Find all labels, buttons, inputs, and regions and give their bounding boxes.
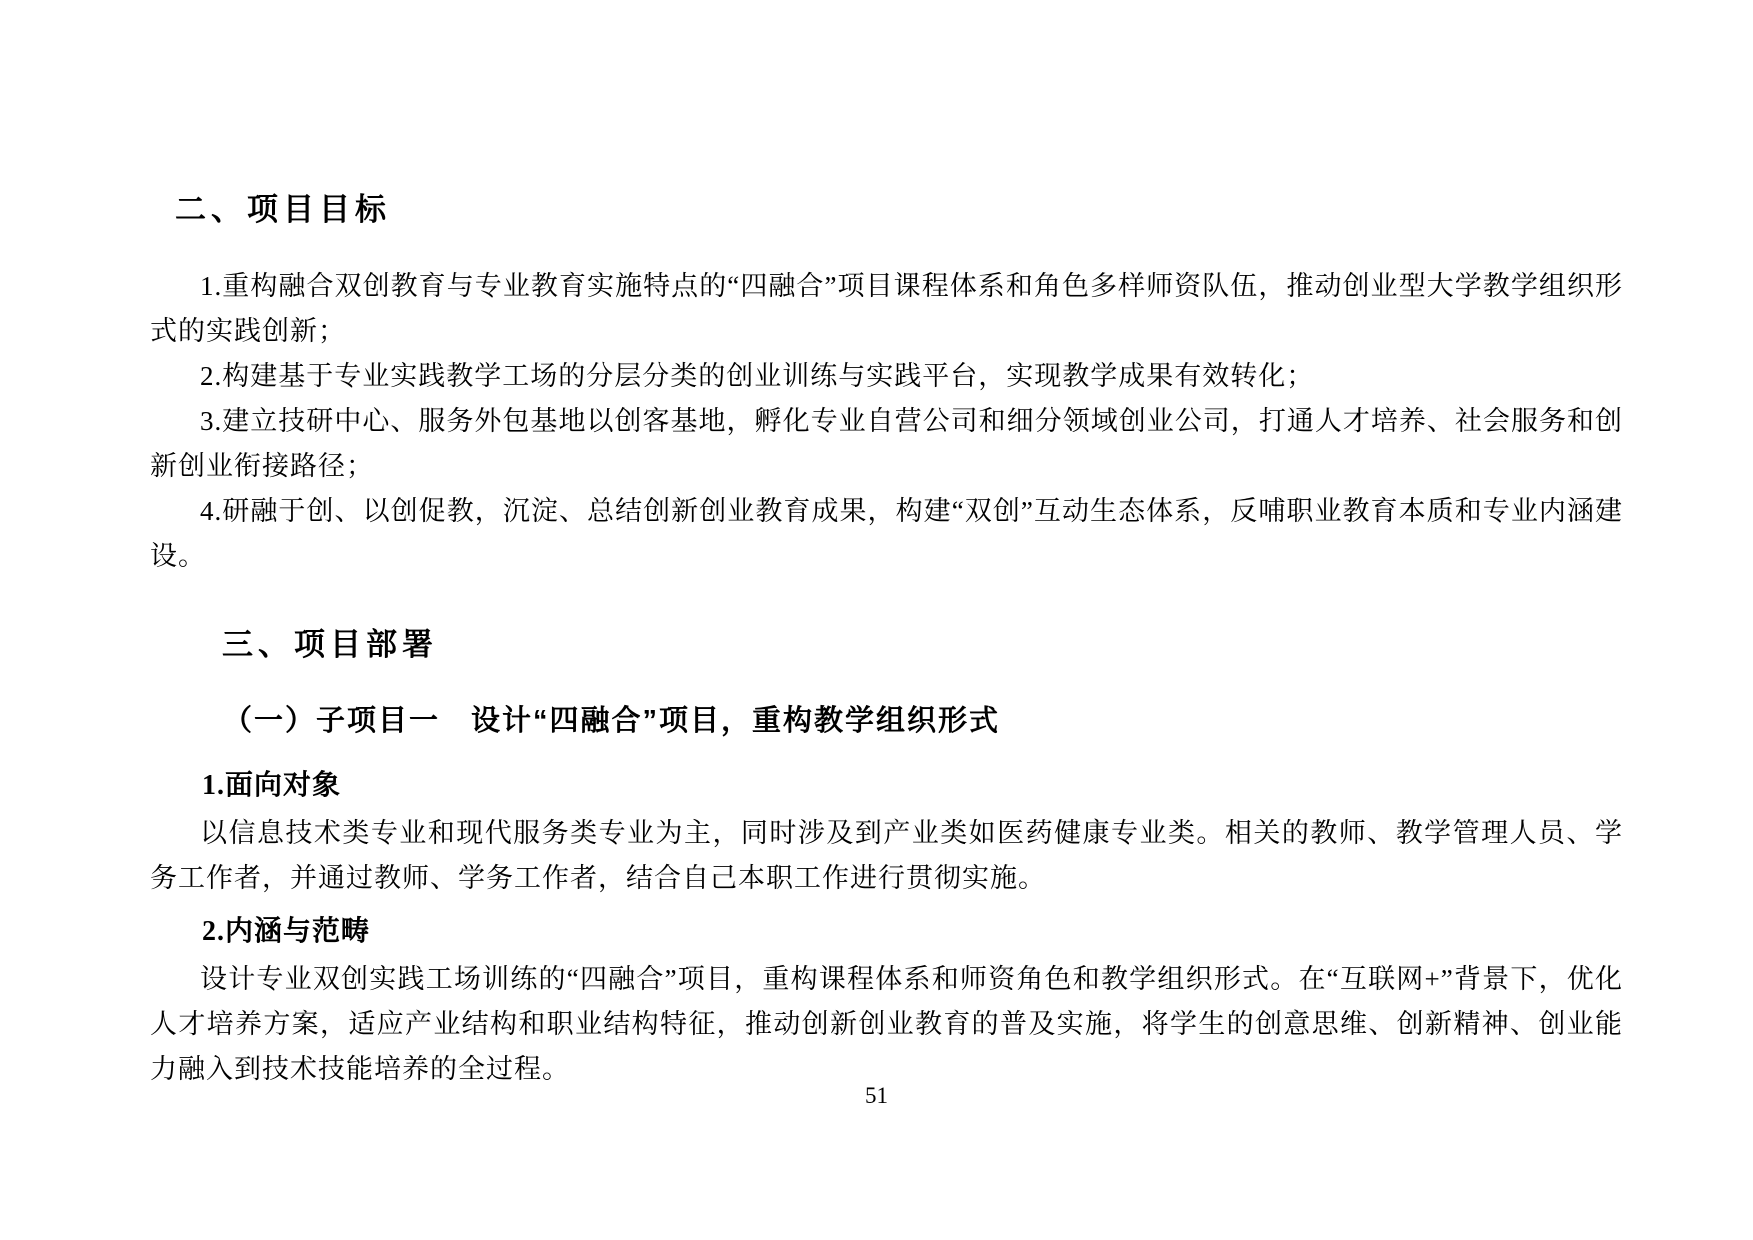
subsection-title-target-audience: 1.面向对象 (202, 770, 342, 801)
page-number: 51 (865, 1083, 888, 1108)
section-heading-project-goals: 二、项目目标 (175, 192, 391, 227)
subproject-one-heading: （一）子项目一 设计“四融合”项目，重构教学组织形式 (223, 705, 1001, 737)
goal-item-4: 4.研融于创、以创促教，沉淀、总结创新创业教育成果，构建“双创”互动生态体系，反哺职业教育本质和专业内涵建设。 (150, 496, 1623, 571)
section-heading-project-deployment: 三、项目部署 (222, 627, 438, 662)
goal-item-3: 3.建立技研中心、服务外包基地以创客基地，孵化专业自营公司和细分领域创业公司，打通人才培养、社会服务和创新创业衔接路径； (150, 406, 1623, 481)
goal-item-1: 1.重构融合双创教育与专业教育实施特点的“四融合”项目课程体系和角色多样师资队伍，推动创业型大学教学组织形式的实践创新； (150, 271, 1623, 346)
goal-item-2: 2.构建基于专业实践教学工场的分层分类的创业训练与实践平台，实现教学成果有效转化； (200, 361, 1315, 391)
paragraph-scope: 设计专业双创实践工场训练的“四融合”项目，重构课程体系和师资角色和教学组织形式。在“互联网+”背景下，优化人才培养方案，适应产业结构和职业结构特征，推动创新创业教育的普及实施，将学生的创意思维、创新精神、创业能力融入到技术技能培养的全过程。 (150, 964, 1623, 1084)
paragraph-target-audience: 以信息技术类专业和现代服务类专业为主，同时涉及到产业类如医药健康专业类。相关的教师、教学管理人员、学务工作者，并通过教师、学务工作者，结合自己本职工作进行贯彻实施。 (150, 818, 1623, 893)
subsection-title-scope: 2.内涵与范畴 (202, 916, 371, 947)
